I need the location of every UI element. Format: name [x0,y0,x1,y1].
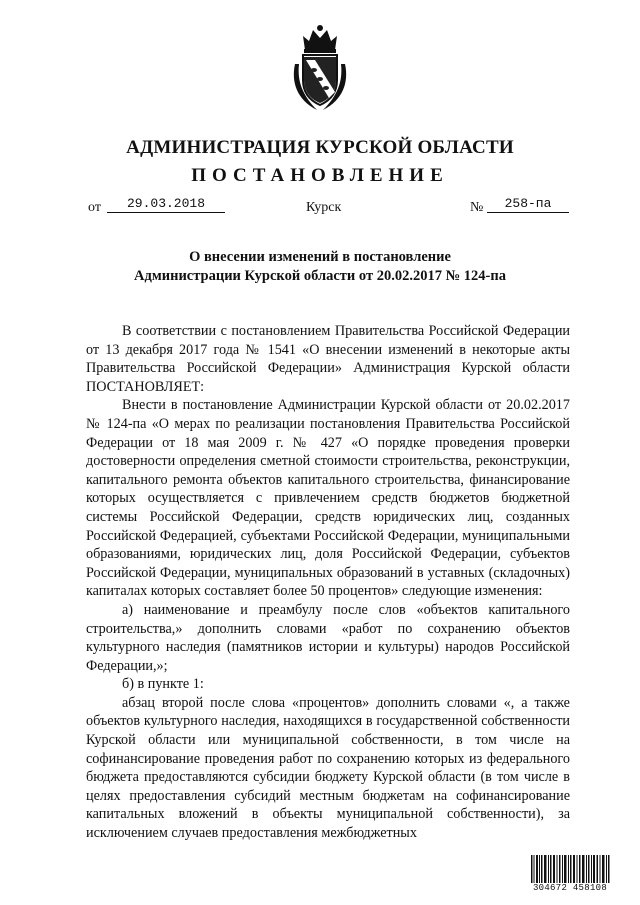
paragraph-amendment: Внести в постановление Администрации Курской области от 20.02.2017 № 124-па «О мерах по реализации постановления Правительства Российской Федерации от 18 мая 2009 г. № 427 «О порядке проведения проверки достоверности определения сметной стоимости строительства, реконструкции, капитального ремонта объектов капитального строительства, финансирование которых осуществляется с привлечением средств бюджетов бюджетной системы Российской Федерации, средств юридических лиц, созданных Российской Федерацией, субъектами Российской Федерации, муниципальными образованиями, юридических лиц, доля Российской Федерации, субъектов Российской Федерации, муниципальных образований в уставных (складочных) капиталах которых составляет более 50 процентов» следующие изменения: [86,397,570,600]
organization-title: АДМИНИСТРАЦИЯ КУРСКОЙ ОБЛАСТИ [126,137,514,158]
paragraph-subitem: абзац второй после слова «процентов» дополнить словами «, а также объектов культурного наследия, находящихся в государственной собственности Курской области или муниципальной собственности, в том числе на софинансирование проведения работ по сохранению которых из федерального бюджета предоставляются субсидии бюджету Курской области (в том числе в целях предоставления субсидий местным бюджетам на софинансирование капитальных вложений в объекты муниципальной собственности), за исключением случаев предоставления межбюджетных [86,694,570,842]
subject-line-1: О внесении изменений в постановление [189,249,451,265]
subject-line-2: Администрации Курской области от 20.02.2017 № 124-па [134,268,506,284]
paragraph-item-a: а) наименование и преамбулу после слов «объектов капитального строительства,» дополнить словами «работ по сохранению объектов культурного наследия (памятников истории и культуры) народов Российской Федерации,»; [86,601,570,674]
document-number: 258-па [487,196,569,213]
coat-of-arms-icon [289,24,351,112]
barcode [530,855,610,893]
document-city: Курск [306,200,342,215]
document-type: ПОСТАНОВЛЕНИЕ [191,165,449,186]
date-prefix: от [88,200,101,215]
paragraph-item-b: б) в пункте 1: [122,676,204,693]
barcode-icon [530,855,610,883]
document-body [86,322,570,843]
document-date: 29.03.2018 [107,196,225,213]
paragraph-preamble: В соответствии с постановлением Правительства Российской Федерации от 13 декабря 2017 года № 1541 «О внесении изменений в некоторые акты Правительства Российской Федерации» Администрация Курской области ПОСТАНОВЛЯЕТ: [86,323,570,395]
number-prefix: № [470,200,484,215]
barcode-number: 304672 458108 [532,883,608,893]
document-subject [0,248,640,286]
